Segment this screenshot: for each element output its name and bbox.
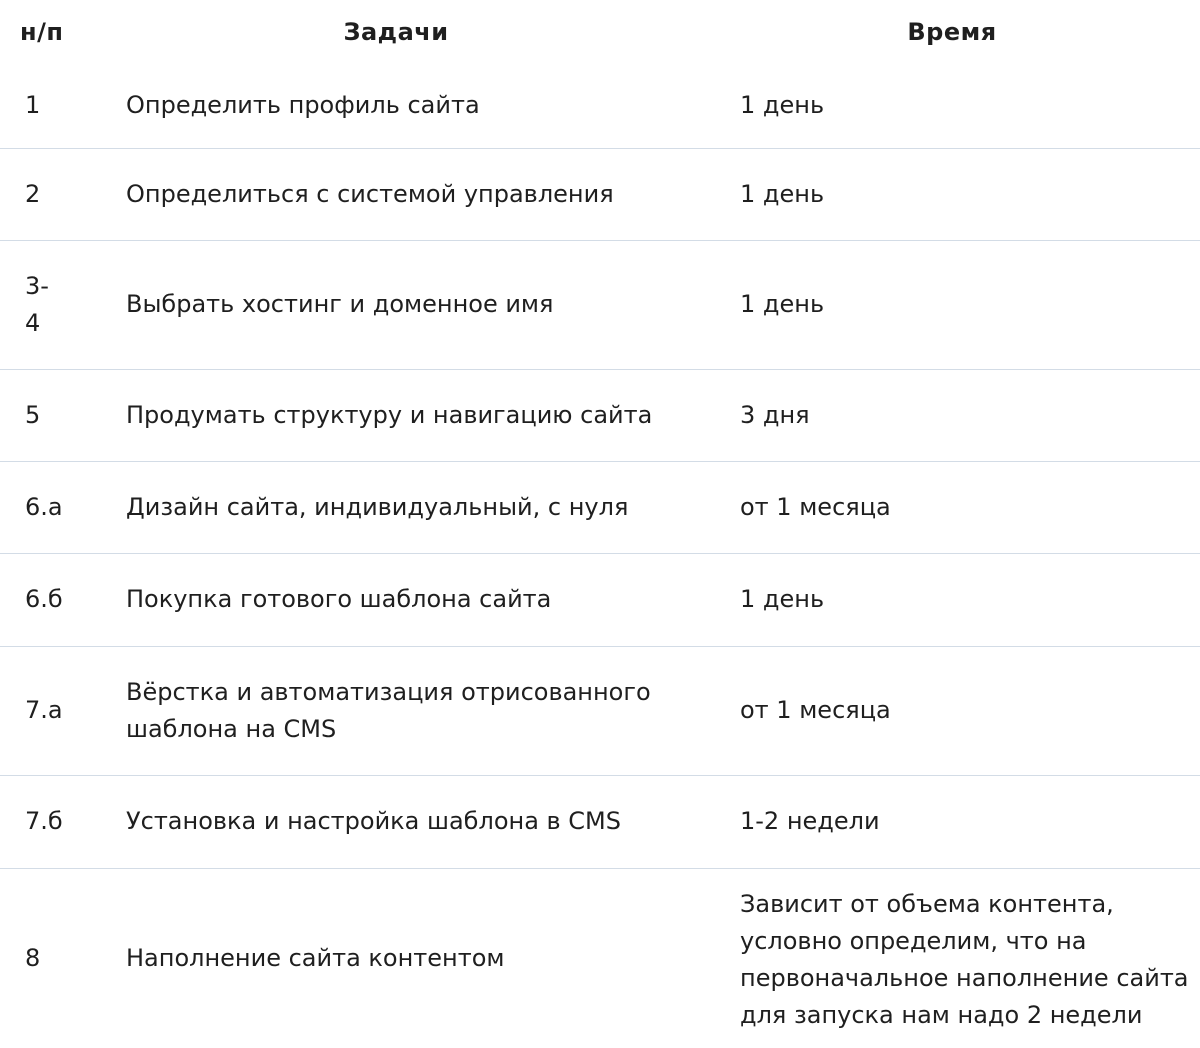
row-task: Продумать структуру и навигацию сайта <box>126 400 653 429</box>
header-number: н/п <box>20 18 64 46</box>
header-time: Время <box>907 18 997 46</box>
header-tasks: Задачи <box>343 18 449 46</box>
table-row <box>0 461 1200 553</box>
row-task: Выбрать хостинг и доменное имя <box>126 290 554 318</box>
row-number: 7.б <box>25 807 63 835</box>
row-time: 3 дня <box>740 400 810 429</box>
row-time: 1 день <box>740 290 825 318</box>
table-row <box>0 64 1200 148</box>
row-number: 5 <box>25 400 41 429</box>
row-task: Покупка готового шаблона сайта <box>126 585 552 613</box>
row-number: 6.а <box>25 492 63 521</box>
row-task: Установка и настройка шаблона в CMS <box>126 807 621 835</box>
table-row <box>0 646 1200 775</box>
row-time: Зависит от объема контента, условно определим, что на первоначальное наполнение сайта для запуска нам надо 2 недели <box>740 890 1189 1030</box>
row-number: 2 <box>25 179 41 208</box>
row-time: 1 день <box>740 585 825 613</box>
row-task: Определиться с системой управления <box>126 179 614 208</box>
row-task: Наполнение сайта контентом <box>126 943 505 972</box>
table-row <box>0 369 1200 461</box>
table-row <box>0 553 1200 646</box>
row-number: 7.а <box>25 696 63 724</box>
row-time: 1 день <box>740 179 825 208</box>
table-row <box>0 148 1200 240</box>
table-header-row <box>0 0 1200 64</box>
row-time: от 1 месяца <box>740 696 891 724</box>
row-time: 1 день <box>740 91 825 120</box>
row-task: Определить профиль сайта <box>126 91 480 120</box>
table-row <box>0 775 1200 868</box>
row-number: 6.б <box>25 585 63 613</box>
row-time: от 1 месяца <box>740 492 891 521</box>
row-time: 1-2 недели <box>740 807 880 835</box>
row-number: 1 <box>25 91 41 120</box>
row-number: 8 <box>25 943 41 972</box>
table-row <box>0 868 1200 1048</box>
row-task: Дизайн сайта, индивидуальный, с нуля <box>126 492 629 521</box>
table-row <box>0 240 1200 369</box>
row-number: 3-4 <box>25 271 49 337</box>
row-task: Вёрстка и автоматизация отрисованного шаблона на CMS <box>126 677 651 743</box>
